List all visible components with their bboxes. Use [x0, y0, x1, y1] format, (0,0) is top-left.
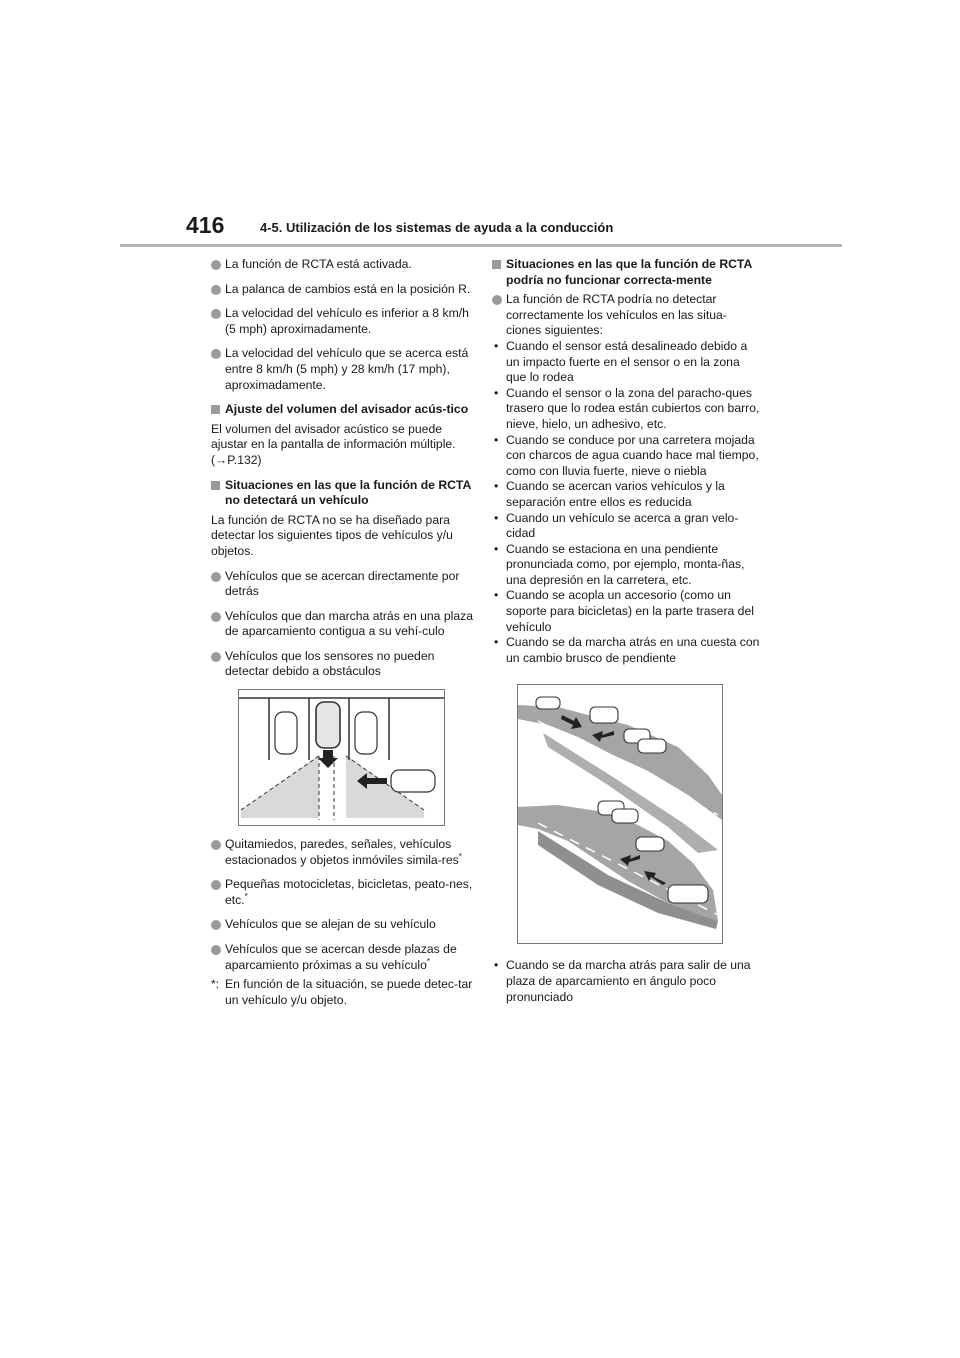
not-detect-item: Vehículos que dan marcha atrás en una plaza de aparcamiento contigua a su vehí-culo [211, 609, 476, 640]
parked-car-left-icon [275, 712, 297, 754]
list-item: • Cuando el sensor está desalineado debido a un impacto fuerte en el sensor o en la zona que lo rodea [494, 338, 748, 385]
left-column [211, 257, 476, 1008]
bullet-icon [211, 285, 221, 295]
page-reference: (→P.132) [211, 452, 262, 467]
footnote: *: En función de la situación, se puede detec-tar un vehículo y/u objeto. [211, 977, 473, 1007]
footnote-mark: *: [211, 977, 220, 992]
section-title: 4-5. Utilización de los sistemas de ayuda a la conducción [260, 220, 614, 235]
list-item: • Cuando se acercan varios vehículos y la separación entre ellos es reducida [494, 479, 725, 509]
not-detect-item: Pequeñas motocicletas, bicicletas, peato-nes, etc.* [211, 877, 476, 908]
list-item: • Cuando se da marcha atrás en una cuesta con un cambio brusco de pendiente [494, 635, 760, 665]
volume-paragraph: El volumen del avisador acústico se puede ajustar en la pantalla de información múltiple. (→P.132) [211, 421, 456, 467]
bullet-icon [211, 920, 221, 930]
list-item: • Cuando se acopla un accesorio (como un soporte para bicicletas) en la parte trasera del vehículo [494, 588, 754, 634]
bullet-icon [211, 945, 221, 955]
bullet-icon [211, 572, 221, 582]
approaching-car-icon [391, 770, 435, 792]
bullet-icon [211, 260, 221, 270]
malfunction-list [492, 339, 762, 666]
bullet-icon [211, 652, 221, 662]
volume-heading: Ajuste del volumen del avisador acús-tico [211, 402, 476, 418]
slope-illustration [517, 684, 723, 944]
not-detect-intro: La función de RCTA no se ha diseñado para detectar los siguientes tipos de vehículos y/u objetos. [211, 512, 453, 558]
not-detect-item: Vehículos que se acercan desde plazas de aparcamiento próximas a su vehículo* [211, 942, 476, 973]
square-bullet-icon [492, 260, 501, 269]
malfunction-heading: Situaciones en las que la función de RCTA podría no funcionar correcta-mente [492, 257, 762, 288]
condition-item: La función de RCTA está activada. [211, 257, 476, 273]
bullet-icon [211, 840, 221, 850]
bullet-icon [211, 349, 221, 359]
condition-item: La palanca de cambios está en la posición R. [211, 282, 476, 298]
not-detect-item: Quitamiedos, paredes, señales, vehículos estacionados y objetos inmóviles simila-res* [211, 837, 476, 868]
malfunction-intro: La función de RCTA podría no detectar correctamente los vehículos en las situa-ciones siguientes: [492, 292, 762, 339]
square-bullet-icon [211, 481, 220, 490]
own-vehicle-icon [316, 702, 340, 748]
square-bullet-icon [211, 405, 220, 414]
page-number: 416 [186, 212, 225, 238]
parking-lines [239, 698, 444, 760]
condition-item: La velocidad del vehículo que se acerca está entre 8 km/h (5 mph) y 28 km/h (17 mph), aproximadamente. [211, 346, 476, 393]
list-item: • Cuando se conduce por una carretera mojada con charcos de agua cuando hace mal tiempo, como con lluvia fuerte, nieve o niebla [494, 432, 759, 478]
list-item: • Cuando se da marcha atrás para salir de una plaza de aparcamiento en ángulo poco pronunciado [494, 958, 751, 1004]
not-detect-item: Vehículos que se acercan directamente por detrás [211, 569, 476, 600]
list-item: • Cuando el sensor o la zona del paracho-ques trasero que lo rodea están cubiertos con barro, nieve, hielo, un adhesivo, etc. [494, 385, 760, 431]
condition-item: La velocidad del vehículo es inferior a 8 km/h (5 mph) aproximadamente. [211, 306, 476, 337]
bullet-icon [211, 612, 221, 622]
not-detect-heading: Situaciones en las que la función de RCTA no detectará un vehículo [211, 478, 476, 509]
list-item: • Cuando un vehículo se acerca a gran velo-cidad [494, 510, 739, 541]
bullet-icon [211, 880, 221, 890]
right-column [492, 257, 762, 1005]
not-detect-item: Vehículos que los sensores no pueden detectar debido a obstáculos [211, 649, 476, 680]
bullet-icon [211, 309, 221, 319]
bullet-icon [492, 295, 502, 305]
parking-lot-illustration [238, 689, 445, 826]
parked-car-right-icon [355, 712, 377, 754]
list-item: • Cuando se estaciona en una pendiente pronunciada como, por ejemplo, monta-ñas, una depresión en la carretera, etc. [494, 541, 745, 587]
reverse-arrow-icon [318, 750, 338, 768]
header-rule [120, 244, 842, 247]
not-detect-item: Vehículos que se alejan de su vehículo [211, 917, 476, 933]
malfunction-list-cont [492, 958, 762, 1005]
